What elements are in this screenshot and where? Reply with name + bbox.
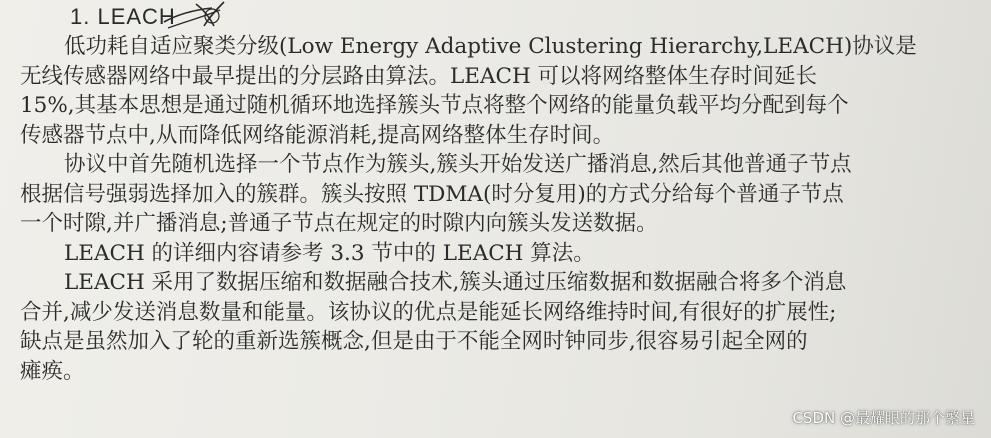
paragraph-line: 一个时隙,并广播消息;普通子节点在规定的时隙内向簇头发送数据。 (20, 211, 658, 236)
paragraph-line: 瘫痪。 (20, 358, 85, 384)
body-text (20, 32, 980, 386)
paragraph-line: 协议中首先随机选择一个节点作为簇头,簇头开始发送广播消息,然后其他普通子节点 (64, 152, 852, 177)
paragraph-line: 根据信号强弱选择加入的簇群。簇头按照 TDMA(时分复用)的方式分给每个普通子节点 (20, 181, 844, 207)
paragraph-line: 无线传感器网络中最早提出的分层路由算法。LEACH 可以将网络整体生存时间延长 (20, 63, 818, 89)
handwritten-scribble-icon (160, 0, 230, 34)
csdn-watermark: CSDN @最耀眼的那个繁星 (792, 409, 975, 427)
paragraph-line: 合并,减少发送消息数量和能量。该协议的优点是能延长网络维持时间,有很好的扩展性; (20, 299, 837, 325)
paragraph-line: 低功耗自适应聚类分级(Low Energy Adaptive Clustering Hierarchy,LEACH)协议是 (64, 34, 917, 59)
paragraph-line: LEACH 的详细内容请参考 3.3 节中的 LEACH 算法。 (64, 240, 595, 266)
paragraph-line: 缺点是虽然加入了轮的重新选簇概念,但是由于不能全网时钟同步,很容易引起全网的 (20, 329, 808, 354)
section-heading: 1. LEACH (70, 4, 176, 29)
paragraph-line: 传感器节点中,从而降低网络能源消耗,提高网络整体生存时间。 (20, 122, 615, 148)
paragraph-line: LEACH 采用了数据压缩和数据融合技术,簇头通过压缩数据和数据融合将多个消息 (64, 270, 847, 295)
paragraph-line: 15%,其基本思想是通过随机循环地选择簇头节点将整个网络的能量负载平均分配到每个 (20, 93, 849, 118)
